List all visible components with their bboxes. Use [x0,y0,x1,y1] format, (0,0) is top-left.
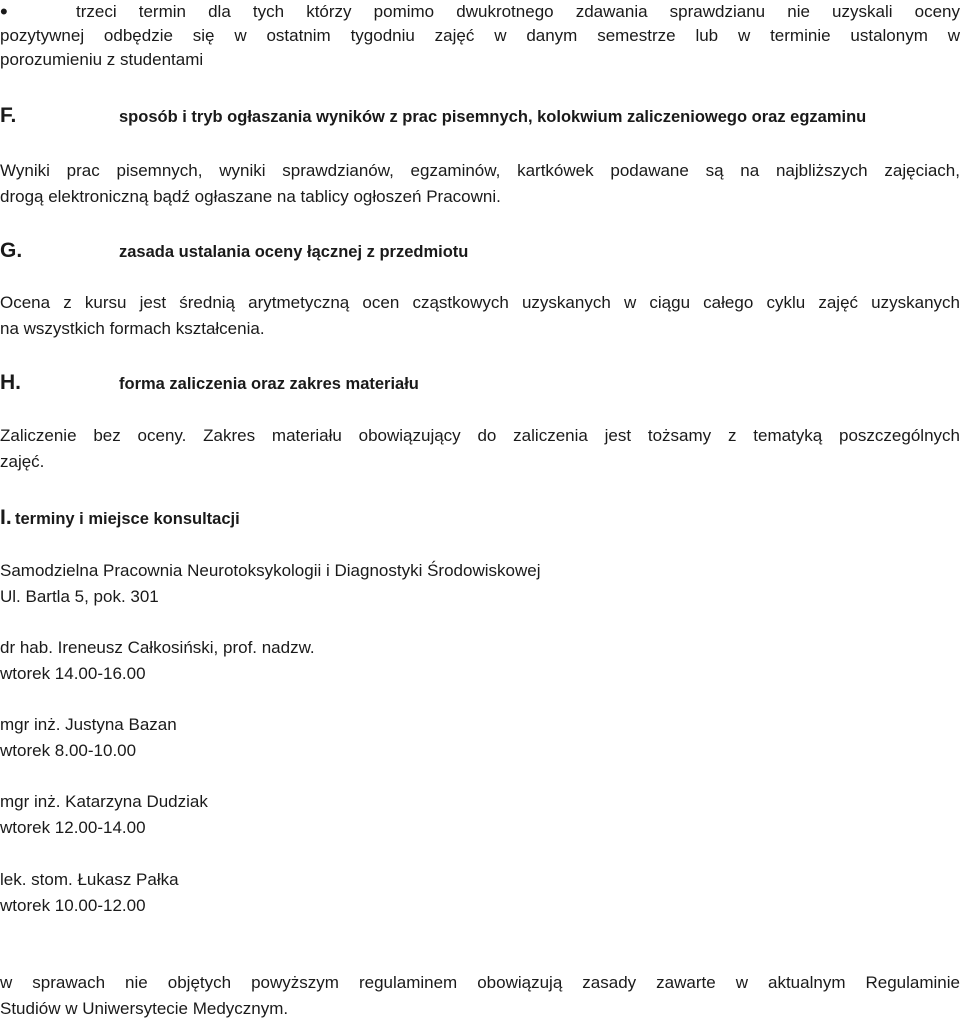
footer-line-1: w sprawach nie objętych powyższym regulaminem obowiązują zasady zawarte w aktualnym Regulaminie [0,973,960,992]
footer-line-2: Studiów w Uniwersytecie Medycznym. [0,999,289,1018]
consultation-time: wtorek 10.00-12.00 [0,896,146,915]
consultation-person: dr hab. Ireneusz Całkosiński, prof. nadzw. [0,638,315,657]
footer-paragraph [0,970,960,1022]
consultation-entry [0,712,960,764]
section-h-title: forma zaliczenia oraz zakres materiału [119,375,419,393]
bullet-icon: • [0,0,8,24]
section-h-letter: H. [0,371,21,394]
section-h-heading [0,370,960,397]
section-f-body [0,158,960,210]
section-g-letter: G. [0,239,23,262]
section-g-line-2: na wszystkich formach kształcenia. [0,319,265,338]
section-g-heading [0,238,960,265]
section-g-line-1: Ocena z kursu jest średnią arytmetyczną ocen cząstkowych uzyskanych w ciągu całego cyklu zajęć uzyskanych [0,293,960,312]
consultation-entry [0,867,960,919]
consultation-person: mgr inż. Justyna Bazan [0,715,177,734]
section-h-line-2: zajęć. [0,452,45,471]
section-g-body [0,290,960,342]
bullet-paragraph [0,0,960,76]
consultation-time: wtorek 12.00-14.00 [0,818,146,837]
section-i-location [0,558,960,610]
unit-name: Samodzielna Pracownia Neurotoksykologii i Diagnostyki Środowiskowej [0,561,541,580]
section-g-title: zasada ustalania oceny łącznej z przedmiotu [119,243,469,261]
bullet-line-1: trzeci termin dla tych którzy pomimo dwukrotnego zdawania sprawdzianu nie uzyskali oceny [76,2,960,21]
consultation-entry [0,789,960,841]
section-f-line-2: drogą elektroniczną bądź ogłaszane na tablicy ogłoszeń Pracowni. [0,187,501,206]
section-f-letter: F. [0,104,17,127]
section-i-title: terminy i miejsce konsultacji [15,510,240,528]
bullet-line-2: pozytywnej odbędzie się w ostatnim tygodniu zajęć w danym semestrze lub w terminie ustalonym w [0,26,960,45]
consultation-entry [0,635,960,687]
unit-address: Ul. Bartla 5, pok. 301 [0,587,159,606]
consultation-person: lek. stom. Łukasz Pałka [0,870,179,889]
consultation-time: wtorek 8.00-10.00 [0,741,137,760]
section-i-heading [0,505,960,532]
section-f-heading [0,103,960,130]
section-h-body [0,423,960,475]
bullet-line-3: porozumieniu z studentami [0,50,204,69]
consultation-time: wtorek 14.00-16.00 [0,664,146,683]
section-i-letter: I. [0,506,12,529]
consultation-person: mgr inż. Katarzyna Dudziak [0,792,208,811]
section-f-line-1: Wyniki prac pisemnych, wyniki sprawdzianów, egzaminów, kartkówek podawane są na najbliższych zajęciach, [0,161,960,180]
section-h-line-1: Zaliczenie bez oceny. Zakres materiału obowiązujący do zaliczenia jest tożsamy z tematyką poszczególnych [0,426,960,445]
section-f-title: sposób i tryb ogłaszania wyników z prac pisemnych, kolokwium zaliczeniowego oraz egzaminu [119,108,867,126]
